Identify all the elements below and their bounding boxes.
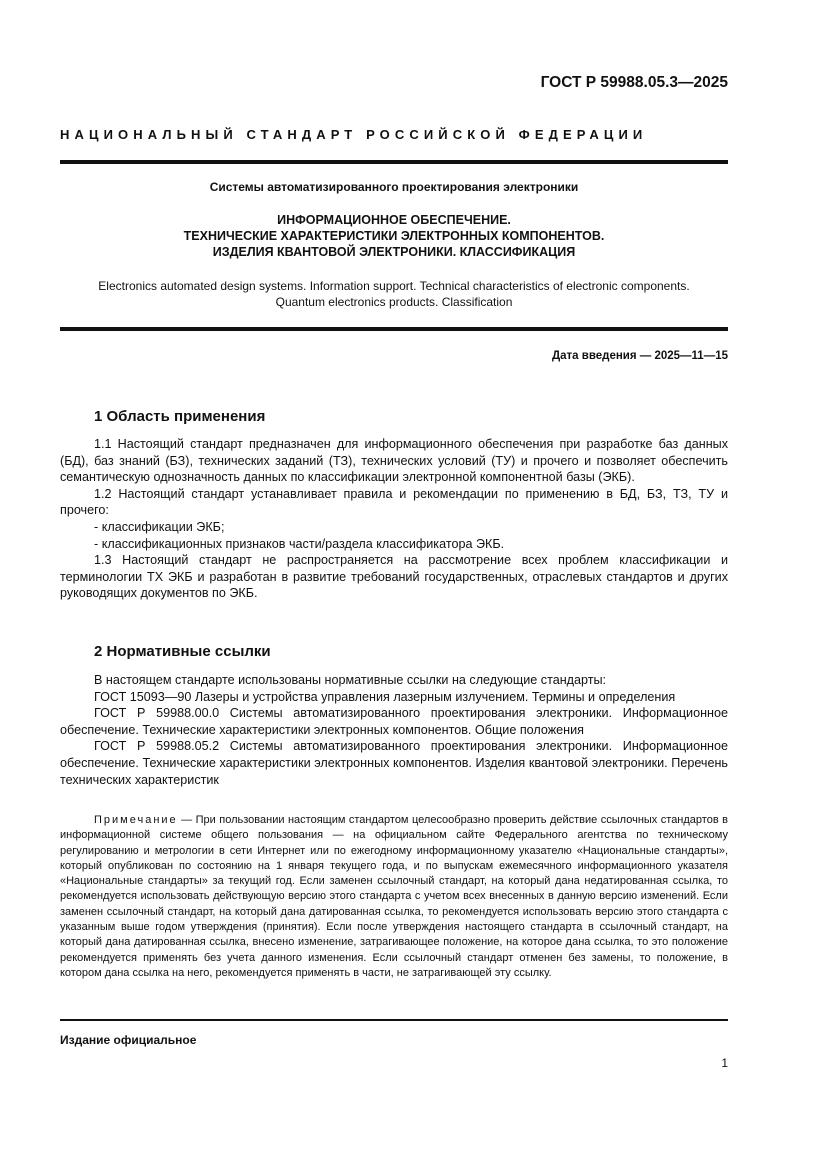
paragraph-1-2: 1.2 Настоящий стандарт устанавливает правила и рекомендации по применению в БД, БЗ, ТЗ, ТУ и прочего: (60, 486, 728, 518)
list-item: - классификации ЭКБ; (94, 519, 225, 534)
note-text: — При пользовании настоящим стандартом целесообразно проверить действие ссылочных стандартов в информационной системе общего пользования — на официальном сайте Федерального агентства по техническому регулированию и метрологии в сети Интернет или по ежегодному информационному указателю «Национальные стандарты», который опубликован по состоянию на 1 января текущего года, и по выпускам ежемесячного информационного указателя «Национальные стандарты» за текущий год. Если заменен ссылочный стандарт, на который дана недатированная ссылка, то рекомендуется использовать действующую версию этого стандарта с учетом всех внесенных в данную версию изменений. Если заменен ссылочный стандарт, на который дана датированная ссылка, то рекомендуется использовать версию этого стандарта с указанным выше годом утверждения (принятия). Если после утверждения настоящего стандарта в ссылочный стандарт, на который дана датированная ссылка, внесено изменение, затрагивающее положение, на которое дана ссылка, то это положение рекомендуется применять без учета данного изменения. Если ссылочный стандарт отменен без замены, то положение, в котором дана ссылка на него, рекомендуется применять в части, не затрагивающей эту ссылку. (60, 814, 728, 979)
section-1-body (60, 436, 728, 602)
references-intro: В настоящем стандарте использованы нормативные ссылки на следующие стандарты: (94, 673, 607, 687)
main-title (60, 212, 728, 260)
note-block (60, 813, 728, 981)
reference-item: ГОСТ Р 59988.05.2 Системы автоматизированного проектирования электроники. Информационное обеспечение. Технические характеристики электронных компонентов. Изделия квантовой электроники. Перечень технических характеристик (60, 739, 728, 787)
english-title-line: Electronics automated design systems. Information support. Technical characteristics of electronic components. (98, 279, 690, 293)
english-title-line: Quantum electronics products. Classification (275, 295, 513, 309)
list-item: - классификационных признаков части/раздела классификатора ЭКБ. (94, 536, 505, 551)
top-divider (60, 160, 728, 164)
section-2-body (60, 672, 728, 788)
footer-divider (60, 1019, 728, 1021)
main-title-line: ИЗДЕЛИЯ КВАНТОВОЙ ЭЛЕКТРОНИКИ. КЛАССИФИКАЦИЯ (212, 245, 576, 259)
reference-item: ГОСТ 15093—90 Лазеры и устройства управления лазерным излучением. Термины и определения (94, 689, 676, 704)
series-title: Системы автоматизированного проектирования электроники (209, 180, 579, 194)
section-2-heading: 2 Нормативные ссылки (94, 643, 271, 660)
official-edition-label: Издание официальное (60, 1033, 197, 1047)
page-number: 1 (721, 1056, 728, 1070)
document-number: ГОСТ Р 59988.05.3—2025 (540, 74, 728, 91)
note-label: Примечание (94, 814, 178, 826)
section-1-heading: 1 Область применения (94, 408, 266, 425)
main-title-line: ИНФОРМАЦИОННОЕ ОБЕСПЕЧЕНИЕ. (277, 213, 511, 227)
paragraph-1-1: 1.1 Настоящий стандарт предназначен для информационного обеспечения при разработке баз данных (БД), баз знаний (БЗ), технических заданий (ТЗ), технических условий (ТУ) и прочего и позволяет обеспечить семантическую однозначность данных по классификации электронной компонентной базы (ЭКБ). (60, 437, 728, 485)
main-title-line: ТЕХНИЧЕСКИЕ ХАРАКТЕРИСТИКИ ЭЛЕКТРОННЫХ КОМПОНЕНТОВ. (183, 229, 605, 243)
reference-item: ГОСТ Р 59988.00.0 Системы автоматизированного проектирования электроники. Информационное обеспечение. Технические характеристики электронных компонентов. Общие положения (60, 706, 728, 737)
introduction-date: Дата введения — 2025—11—15 (551, 350, 728, 362)
paragraph-1-3: 1.3 Настоящий стандарт не распространяется на рассмотрение всех проблем классификации и терминологии ТХ ЭКБ и разработан в развитие требований государственных, отраслевых стандартов и других руководящих документов по ЭКБ. (60, 553, 728, 601)
title-divider (60, 327, 728, 331)
national-standard-title: НАЦИОНАЛЬНЫЙ СТАНДАРТ РОССИЙСКОЙ ФЕДЕРАЦИИ (60, 127, 648, 142)
english-title (60, 278, 728, 310)
